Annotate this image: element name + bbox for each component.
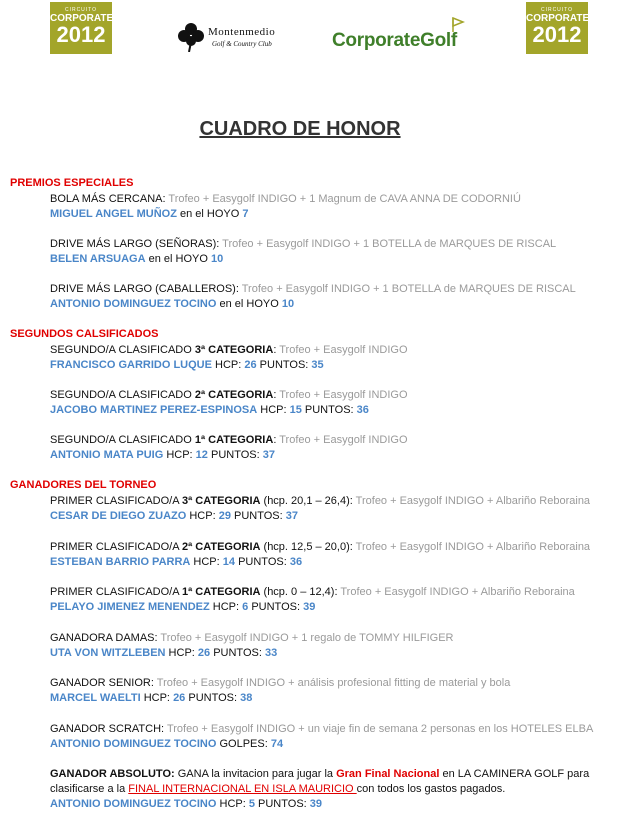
circuito-corporate-2012-logo-right: [526, 2, 588, 54]
prize-label: PRIMER CLASIFICADO/A: [50, 586, 183, 598]
prize-description: Trofeo + Easygolf INDIGO + Albariño Reboraina: [352, 541, 591, 553]
absoluto-text-3: clasificarse a la: [50, 783, 129, 795]
hcp-value: 6: [242, 601, 249, 613]
winner-line-drive-senoras: [50, 252, 223, 266]
prize-description: Trofeo + Easygolf INDIGO + Albariño Reboraina: [352, 495, 591, 507]
corporate-golf-text: CorporateGolf: [332, 30, 457, 51]
winner-line-primero-3a: [50, 509, 298, 523]
winner-name: FRANCISCO GARRIDO LUQUE: [50, 359, 212, 371]
winner-line-segundo-3a: [50, 358, 324, 372]
puntos-label: PUNTOS:: [301, 404, 357, 416]
section-heading-premios: PREMIOS ESPECIALES: [10, 177, 134, 189]
winner-name: ESTEBAN BARRIO PARRA: [50, 556, 191, 568]
winner-name: PELAYO JIMENEZ MENENDEZ: [50, 601, 210, 613]
winner-name: BELEN ARSUAGA: [50, 253, 146, 265]
hoyo-value: 10: [281, 298, 295, 310]
winner-name: MARCEL WAELTI: [50, 692, 141, 704]
hoyo-label: en el HOYO: [216, 298, 282, 310]
winner-name: ANTONIO MATA PUIG: [50, 449, 164, 461]
badge-circuito-text: CIRCUITO: [540, 7, 574, 13]
hoyo-value: 7: [242, 208, 249, 220]
winner-name: ANTONIO DOMINGUEZ TOCINO: [50, 738, 217, 750]
winner-line-segundo-2a: [50, 403, 369, 417]
hcp-label: HCP:: [257, 404, 290, 416]
prize-line-primero-1a: [50, 585, 575, 599]
golpes-label: GOLPES:: [216, 738, 271, 750]
puntos-value: 33: [264, 647, 278, 659]
puntos-label: PUNTOS:: [235, 556, 290, 568]
absoluto-text-4: con todos los gastos pagados.: [356, 783, 506, 795]
winner-line-bola-cercana: [50, 207, 248, 221]
hcp-range: (hcp. 0 – 12,4):: [260, 586, 338, 598]
prize-line-bola-cercana: [50, 192, 521, 206]
hcp-label: HCP:: [211, 359, 245, 371]
montenmedio-name: Montenmedio: [208, 26, 276, 38]
prize-line-damas: [50, 631, 453, 645]
prize-label: GANADOR ABSOLUTO:: [50, 768, 175, 780]
winner-name: CESAR DE DIEGO ZUAZO: [50, 510, 187, 522]
winner-name: ANTONIO DOMINGUEZ TOCINO: [50, 298, 217, 310]
prize-description: Trofeo + Easygolf INDIGO + 1 BOTELLA de MARQUES DE RISCAL: [219, 238, 557, 250]
absoluto-text-2: en LA CAMINERA GOLF para: [439, 768, 590, 780]
prize-label: PRIMER CLASIFICADO/A: [50, 541, 183, 553]
prize-label: GANADOR SCRATCH:: [50, 723, 165, 735]
category: 2ª CATEGORIA: [194, 389, 274, 401]
puntos-label: PUNTOS:: [210, 647, 265, 659]
hcp-range: (hcp. 20,1 – 26,4):: [260, 495, 353, 507]
prize-label: GANADORA DAMAS:: [50, 632, 158, 644]
clover-icon: [178, 22, 204, 52]
prize-description: Trofeo + Easygolf INDIGO + Albariño Reboraina: [337, 586, 575, 598]
prize-description: Trofeo + Easygolf INDIGO + 1 regalo de TOMMY HILFIGER: [157, 632, 454, 644]
hcp-value: 15: [289, 404, 302, 416]
prize-line-primero-3a: [50, 494, 590, 508]
absoluto-line-2: [50, 782, 505, 796]
hcp-label: HCP:: [140, 692, 174, 704]
hcp-label: HCP:: [186, 510, 219, 522]
hoyo-value: 10: [210, 253, 224, 265]
section-heading-segundos: SEGUNDOS CALSIFICADOS: [10, 328, 159, 340]
puntos-value: 38: [240, 692, 253, 704]
hcp-value: 14: [222, 556, 236, 568]
category: 3ª CATEGORIA: [182, 495, 261, 507]
prize-description: Trofeo + Easygolf INDIGO + 1 Magnum de CAVA ANNA DE CODORNIÚ: [165, 193, 521, 205]
prize-description: Trofeo + Easygolf INDIGO: [276, 344, 408, 356]
winner-name: MIGUEL ANGEL MUÑOZ: [50, 208, 177, 220]
prize-line-drive-caballeros: [50, 282, 576, 296]
category: 3ª CATEGORIA: [194, 344, 274, 356]
prize-line-segundo-1a: [50, 433, 408, 447]
winner-name: ANTONIO DOMINGUEZ TOCINO: [50, 798, 217, 810]
prize-label: GANADOR SENIOR:: [50, 677, 154, 689]
hcp-value: 5: [248, 798, 255, 810]
hcp-label: HCP:: [165, 647, 198, 659]
prize-description: Trofeo + Easygolf INDIGO + análisis profesional fitting de material y bola: [153, 677, 511, 689]
winner-line-segundo-1a: [50, 448, 275, 462]
category: 2ª CATEGORIA: [182, 541, 261, 553]
hcp-value: 26: [197, 647, 211, 659]
prize-label: SEGUNDO/A CLASIFICADO: [50, 344, 195, 356]
puntos-value: 37: [285, 510, 299, 522]
final-internacional: FINAL INTERNACIONAL EN ISLA MAURICIO: [128, 783, 357, 795]
puntos-value: 37: [262, 449, 275, 461]
prize-description: Trofeo + Easygolf INDIGO + 1 BOTELLA de MARQUES DE RISCAL: [238, 283, 576, 295]
absoluto-text-1: GANA la invitacion para jugar la: [174, 768, 337, 780]
prize-line-segundo-3a: [50, 343, 408, 357]
winner-line-absoluto: [50, 797, 322, 811]
colon: :: [273, 389, 277, 401]
hcp-label: HCP:: [216, 798, 249, 810]
hcp-value: 26: [244, 359, 257, 371]
montenmedio-subtitle: Golf & Country Club: [212, 40, 272, 48]
puntos-value: 35: [311, 359, 324, 371]
page-title: CUADRO DE HONOR: [199, 118, 401, 140]
puntos-label: PUNTOS:: [256, 359, 312, 371]
prize-label: DRIVE MÁS LARGO (SEÑORAS):: [50, 238, 220, 250]
hcp-label: HCP:: [163, 449, 196, 461]
puntos-label: PUNTOS:: [230, 510, 286, 522]
hcp-range: (hcp. 12,5 – 20,0):: [260, 541, 353, 553]
hcp-label: HCP:: [209, 601, 243, 613]
absoluto-line-1: [50, 767, 589, 781]
badge-corporate-text: CORPORATE: [526, 13, 590, 24]
puntos-label: PUNTOS:: [207, 449, 263, 461]
prize-description: Trofeo + Easygolf INDIGO: [276, 389, 408, 401]
hoyo-label: en el HOYO: [145, 253, 211, 265]
prize-description: Trofeo + Easygolf INDIGO + un viaje fin de semana 2 personas en los HOTELES ELBA: [164, 723, 594, 735]
prize-line-scratch: [50, 722, 593, 736]
badge-circuito-text: CIRCUITO: [64, 7, 98, 13]
prize-line-senior: [50, 676, 510, 690]
golpes-value: 74: [270, 738, 284, 750]
prize-label: SEGUNDO/A CLASIFICADO: [50, 434, 195, 446]
prize-description: Trofeo + Easygolf INDIGO: [276, 434, 408, 446]
winner-line-damas: [50, 646, 277, 660]
winner-line-drive-caballeros: [50, 297, 294, 311]
category: 1ª CATEGORIA: [194, 434, 274, 446]
prize-label: BOLA MÁS CERCANA:: [50, 193, 166, 205]
badge-year-text: 2012: [56, 22, 106, 47]
badge-year-text: 2012: [532, 22, 582, 47]
winner-line-scratch: [50, 737, 283, 751]
corporate-golf-logo: [332, 30, 457, 52]
badge-corporate-text: CORPORATE: [50, 13, 114, 24]
prize-line-segundo-2a: [50, 388, 408, 402]
puntos-label: PUNTOS:: [185, 692, 241, 704]
prize-label: SEGUNDO/A CLASIFICADO: [50, 389, 195, 401]
hcp-value: 29: [218, 510, 231, 522]
winner-line-primero-2a: [50, 555, 302, 569]
gran-final-nacional: Gran Final Nacional: [336, 768, 440, 780]
prize-label: PRIMER CLASIFICADO/A: [50, 495, 183, 507]
golf-flag-icon: [451, 17, 465, 33]
puntos-value: 36: [356, 404, 369, 416]
winner-name: JACOBO MARTINEZ PEREZ-ESPINOSA: [50, 404, 258, 416]
prize-label: DRIVE MÁS LARGO (CABALLEROS):: [50, 283, 239, 295]
winner-line-primero-1a: [50, 600, 315, 614]
winner-name: UTA VON WITZLEBEN: [50, 647, 166, 659]
hcp-label: HCP:: [190, 556, 223, 568]
prize-line-drive-senoras: [50, 237, 556, 251]
colon: :: [273, 344, 277, 356]
section-heading-ganadores: GANADORES DEL TORNEO: [10, 479, 157, 491]
hcp-value: 12: [195, 449, 208, 461]
puntos-label: PUNTOS:: [254, 798, 310, 810]
puntos-value: 36: [289, 556, 303, 568]
prize-line-primero-2a: [50, 540, 590, 554]
colon: :: [273, 434, 277, 446]
hoyo-label: en el HOYO: [176, 208, 243, 220]
puntos-value: 39: [303, 601, 316, 613]
puntos-label: PUNTOS:: [248, 601, 304, 613]
circuito-corporate-2012-logo-left: [50, 2, 112, 54]
category: 1ª CATEGORIA: [182, 586, 261, 598]
puntos-value: 39: [309, 798, 323, 810]
winner-line-senior: [50, 691, 252, 705]
hcp-value: 26: [173, 692, 186, 704]
